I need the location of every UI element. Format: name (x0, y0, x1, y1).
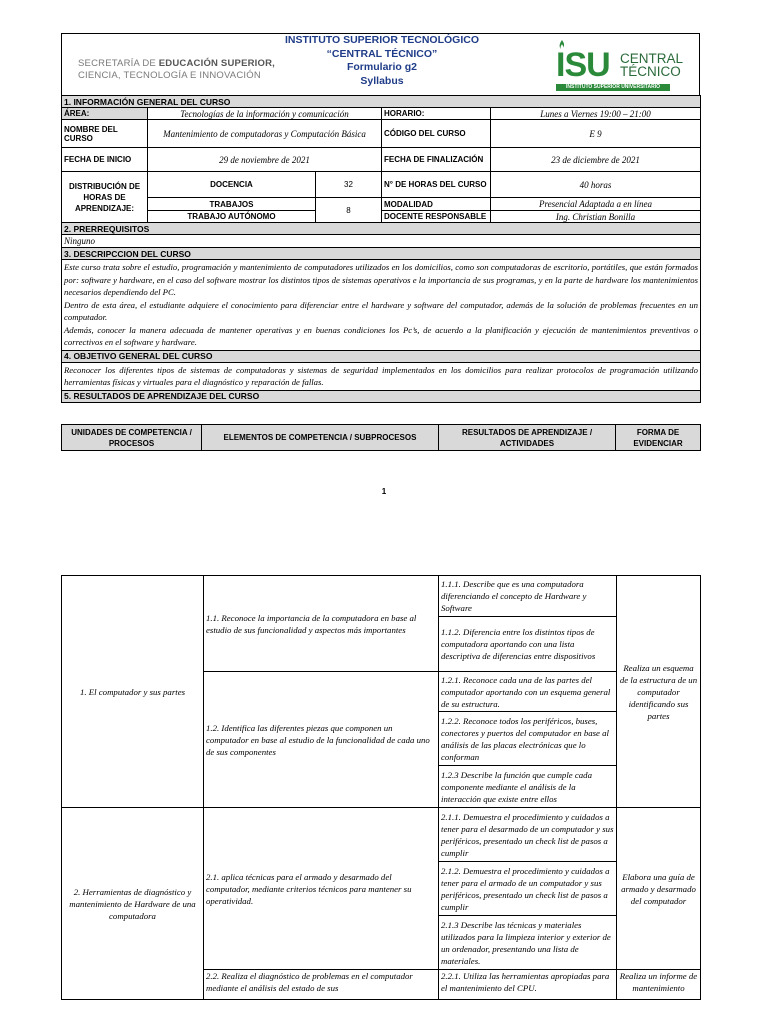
section-heading-3: 3. DESCRIPCCION DEL CURSO (62, 248, 701, 260)
autonomo-label: TRABAJO AUTÓNOMO (148, 211, 316, 223)
autonomo-value: 8 (316, 198, 382, 223)
description-cell (62, 260, 701, 351)
fin-label: FECHA DE FINALIZACIÓN (382, 148, 491, 172)
area-label: ÁREA: (62, 108, 148, 120)
section-heading-1: 1. INFORMACIÓN GENERAL DEL CURSO (62, 96, 701, 108)
results-col-elements: ELEMENTOS DE COMPETENCIA / SUBPROCESOS (202, 425, 439, 451)
isu-wordmark (620, 52, 683, 78)
modalidad-label: MODALIDAD (382, 198, 491, 211)
competencies-table (61, 575, 701, 1000)
fin-value: 23 de diciembre de 2021 (491, 148, 701, 172)
inicio-label: FECHA DE INICIO (62, 148, 148, 172)
title-line-1: INSTITUTO SUPERIOR TECNOLÓGICO (284, 34, 480, 46)
isu-letters: ISU (556, 46, 610, 84)
senescyt-prefix: SECRETARÍA DE (78, 58, 159, 69)
isu-central: CENTRAL (620, 51, 684, 66)
section-heading-4: 4. OBJETIVO GENERAL DEL CURSO (62, 350, 701, 362)
element-cell: 2.1. aplica técnicas para el armado y desarmado del computador, mediante criterios técnicos para mantener su operatividad. (204, 808, 439, 970)
description-paragraph-3: Además, conocer la manera adecuada de mantener operativas y en buenas condiciones los Pc’s, de acuerdo a la planificación y ejecución de mantenimientos preventivos o correctivos en el software y hardware. (64, 324, 698, 347)
result-cell: 2.1.1. Demuestra el procedimiento y cuidados a tener para el desarmado de un computador y sus periféricos, presentado un check list de pasos a cumplir (439, 808, 617, 862)
trabajos-label: TRABAJOS (148, 198, 316, 211)
result-cell: 2.2.1. Utiliza las herramientas apropiadas para el mantenimiento del CPU. (439, 970, 617, 1000)
num-horas-label: N° DE HORAS DEL CURSO (382, 172, 491, 198)
evidence-cell: Realiza un esquema de la estructura de un computador identificando sus partes (617, 576, 701, 808)
result-cell: 2.1.3 Describe las técnicas y materiales utilizados para la limpieza interior y exterior de un ordenador, presentando una lista de materiales. (439, 916, 617, 970)
results-col-results: RESULTADOS DE APRENDIZAJE / ACTIVIDADES (439, 425, 616, 451)
element-cell: 2.2. Realiza el diagnóstico de problemas en el computador mediante el análisis del estado de sus (204, 970, 439, 1000)
result-cell: 1.1.1. Describe que es una computadora diferenciando el concepto de Hardware y Software (439, 576, 617, 617)
result-cell: 1.2.1. Reconoce cada una de las partes del computador aportando con un esquema general de su estructura. (439, 672, 617, 712)
results-col-evidence: FORMA DE EVIDENCIAR (616, 425, 701, 451)
horario-label: HORARIO: (382, 108, 491, 120)
results-col-units: UNIDADES DE COMPETENCIA / PROCESOS (62, 425, 202, 451)
objective-value: Reconocer los diferentes tipos de sistemas de computadoras y sistemas de seguridad implementados en los domicilios para realizar protocolos de programación utilizando herramientas físicas y virtuales para el diagnóstico y reparación de fallas. (62, 362, 701, 390)
title-line-2: “CENTRAL TÉCNICO” (326, 47, 438, 60)
section-heading-5: 5. RESULTADOS DE APRENDIZAJE DEL CURSO (62, 390, 701, 402)
modalidad-value: Presencial Adaptada a en línea (491, 198, 701, 211)
document-header (61, 33, 700, 95)
nombre-label: NOMBRE DEL CURSO (62, 120, 148, 148)
docencia-value: 32 (316, 172, 382, 198)
unit-cell: 1. El computador y sus partes (62, 576, 204, 808)
senescyt-line2: CIENCIA, TECNOLOGÍA E INNOVACIÓN (78, 70, 261, 81)
evidence-cell: Realiza un informe de mantenimiento (617, 970, 701, 1000)
isu-logo (556, 40, 684, 92)
element-cell: 1.2. Identifica las diferentes piezas que componen un computador en base al estudio de la funcionalidad de cada uno de sus componentes (204, 672, 439, 808)
page-number: 1 (381, 487, 387, 496)
isu-tecnico: TÉCNICO (620, 64, 681, 79)
result-cell: 1.1.2. Diferencia entre los distintos tipos de computadora aportando con una lista descriptiva de diferencias entre dispositivos (439, 617, 617, 672)
docente-value: Ing. Christian Bonilla (491, 211, 701, 223)
result-cell: 2.1.2. Demuestra el procedimiento y cuidados a tener para el armado de un computador y sus periféricos, presentado un check list de pasos a cumplir (439, 862, 617, 916)
docencia-label: DOCENCIA (148, 172, 316, 198)
senescyt-logo (78, 58, 275, 82)
element-cell: 1.1. Reconoce la importancia de la computadora en base al estudio de sus funcionalidad y aspectos más importantes (204, 576, 439, 672)
section-heading-2: 2. PRERREQUISITOS (62, 223, 701, 235)
isu-bar: INSTITUTO SUPERIOR UNIVERSITARIO (556, 84, 670, 91)
horario-value: Lunes a Viernes 19:00 – 21:00 (491, 108, 701, 120)
result-cell: 1.2.3 Describe la función que cumple cada componente mediante el análisis de la interacción que existe entre ellos (439, 766, 617, 808)
title-line-4: Syllabus (360, 74, 404, 87)
inicio-value: 29 de noviembre de 2021 (148, 148, 382, 172)
senescyt-bold: EDUCACIÓN SUPERIOR, (158, 58, 275, 69)
prerequisites-value: Ninguno (62, 235, 701, 248)
result-cell: 1.2.2. Reconoce todos los periféricos, buses, conectores y puertos del computador en base al análisis de las placas electrónicas que lo conforman (439, 712, 617, 766)
results-header-table (61, 424, 701, 451)
title-line-3: Formulario g2 (346, 61, 417, 73)
institute-title (262, 34, 502, 88)
codigo-value: E 9 (491, 120, 701, 148)
nombre-value: Mantenimiento de computadoras y Computación Básica (148, 120, 382, 148)
description-paragraph-1: Este curso trata sobre el estudio, programación y mantenimiento de computadores utilizados en los domicilios, como son computadoras de escritorio, portátiles, que están formados por: software y hardware, en el caso del software mostrar los distintos tipos de sistemas operativos e la importancia de sus programas, y en la parte de hardware los mantenimientos necesarios dependiendo del PC. (64, 262, 698, 297)
distribucion-label: DISTRIBUCIÓN DE HORAS DE APRENDIZAJE: (62, 172, 148, 223)
docente-label: DOCENTE RESPONSABLE (382, 211, 491, 223)
unit-cell: 2. Herramientas de diagnóstico y mantenimiento de Hardware de una computadora (62, 808, 204, 1000)
area-value: Tecnologías de la información y comunicación (148, 108, 382, 120)
evidence-cell: Elabora una guía de armado y desarmado del computador (617, 808, 701, 970)
description-paragraph-2: Dentro de esta área, el estudiante adquiere el conocimiento para diferenciar entre el hardware y software del computador, además de la solución de problemas frecuentes en un computador. (64, 299, 698, 322)
codigo-label: CÓDIGO DEL CURSO (382, 120, 491, 148)
num-horas-value: 40 horas (491, 172, 701, 198)
general-info-table (61, 95, 701, 403)
